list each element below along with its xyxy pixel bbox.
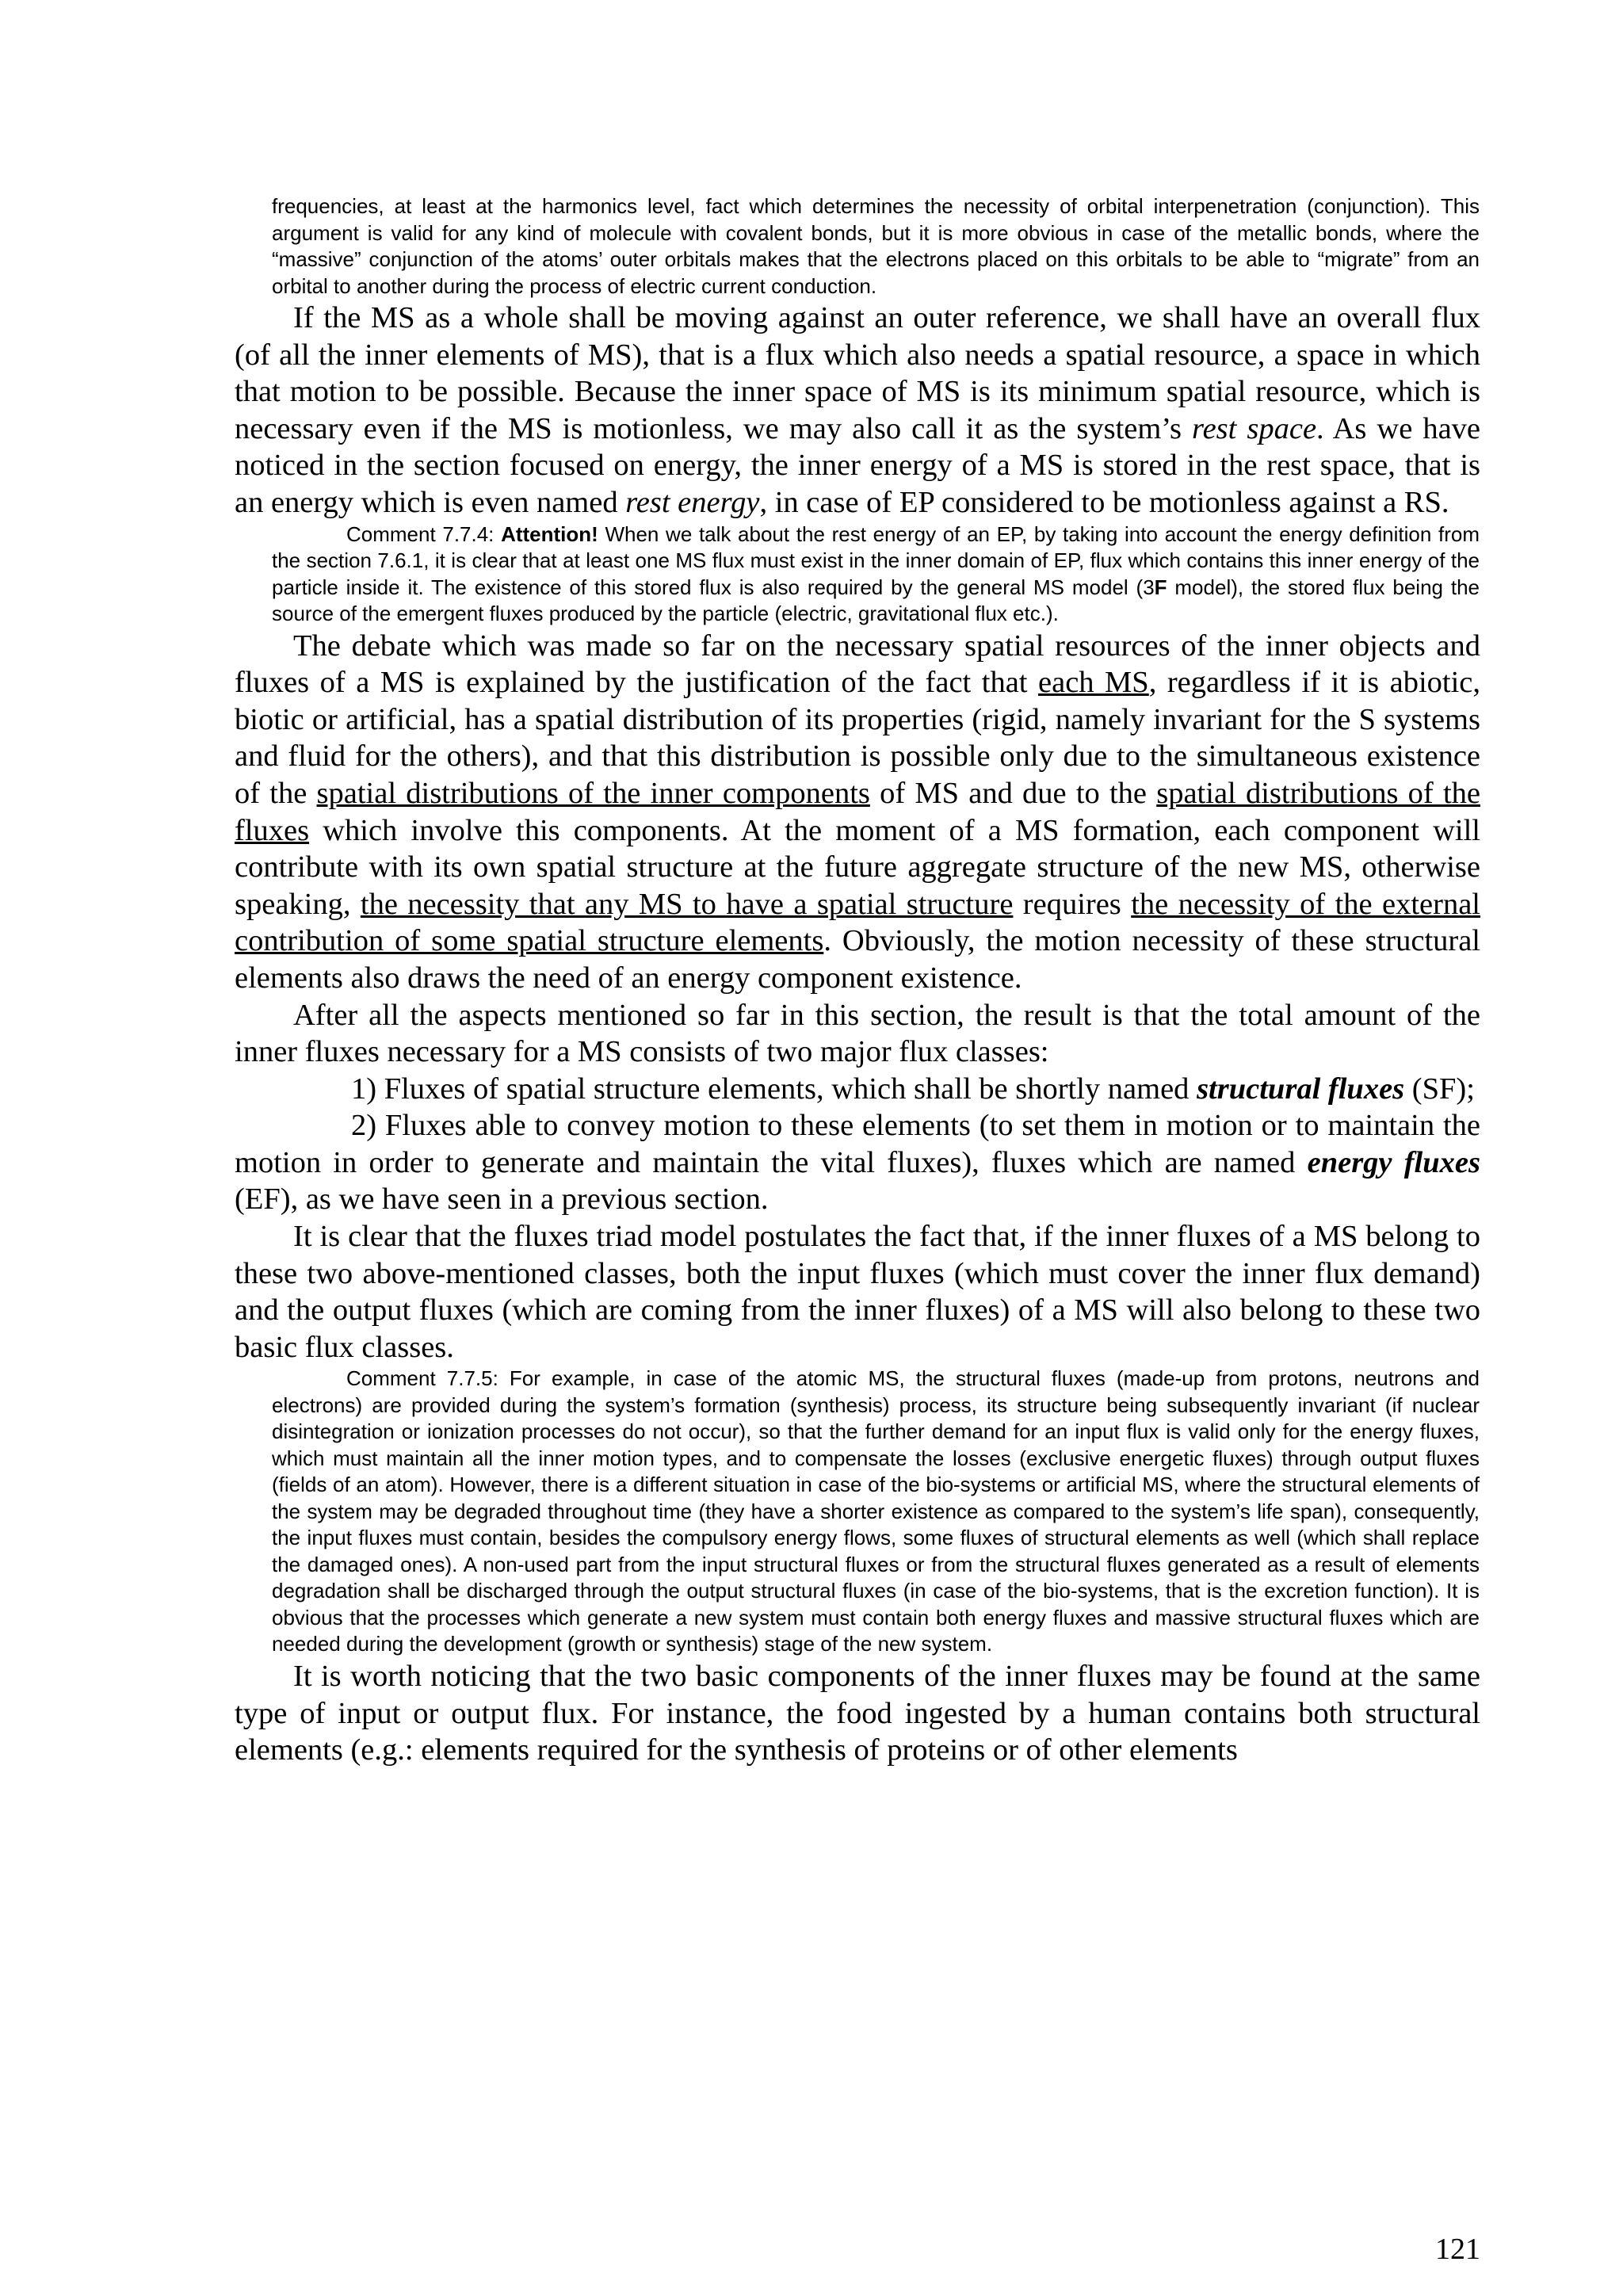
underline-spatial-structure-necessity: the necessity that any MS to have a spatial structure bbox=[360, 887, 1014, 921]
paragraph-rest-space: If the MS as a whole shall be moving against an outer reference, we shall have an overall flux (of all the inner elements of MS), that is a flux which also needs a spatial resource, a space in which that motion to be possible. Because the inner space of MS is its minimum spatial resource, which is necessary even if the MS is motionless, we may also call it as the system’s rest space. As we have noticed in the section focused on energy, the inner energy of a MS is stored in the rest space, that is an energy which is even named rest energy, in case of EP considered to be motionless against a RS. bbox=[235, 301, 1480, 519]
paragraph-triad-model: It is clear that the fluxes triad model postulates the fact that, if the inner fluxes of a MS belong to these two above-mentioned classes, both the input fluxes (which must cover the inner flux demand) and the output fluxes (which are coming from the inner fluxes) of a MS will also belong to these two basic flux classes. bbox=[235, 1220, 1480, 1364]
page-content bbox=[235, 193, 1480, 1769]
term-energy-fluxes: energy fluxes bbox=[1307, 1145, 1480, 1179]
comment-7-7-4: Comment 7.7.4: Attention! When we talk about the rest energy of an EP, by taking into account the energy definition from the section 7.6.1, it is clear that at least one MS flux must exist in the inner domain of EP, flux which contains this inner energy of the particle inside it. The existence of this stored flux is also required by the general MS model (3F model), the stored flux being the source of the emergent fluxes produced by the particle (electric, gravitational flux etc.). bbox=[272, 521, 1480, 626]
page-number: 121 bbox=[1435, 2233, 1480, 2266]
underline-inner-components: spatial distributions of the inner components bbox=[316, 776, 870, 810]
term-structural-fluxes: structural fluxes bbox=[1197, 1072, 1405, 1106]
comment-text: frequencies, at least at the harmonics level, fact which determines the necessity of orbital interpenetration (conjunction). This argument is valid for any kind of molecule with covalent bonds, but it is more obvious in case of the metallic bonds, where the “massive” conjunction of the atoms’ outer orbitals makes that the electrons placed on this orbitals to be able to “migrate” from an orbital to another during the process of electric current conduction. bbox=[272, 194, 1480, 298]
comment-continuation bbox=[272, 193, 1480, 300]
underline-each-ms: each MS bbox=[1038, 666, 1149, 700]
attention-label: Attention! bbox=[501, 521, 598, 546]
term-rest-space: rest space bbox=[1192, 411, 1317, 445]
paragraph-flux-classes: After all the aspects mentioned so far in this section, the result is that the total amount of the inner fluxes necessary for a MS consists of two major flux classes: bbox=[235, 998, 1480, 1069]
paragraph-food-example: It is worth noticing that the two basic components of the inner fluxes may be found at the same type of input or output flux. For instance, the food ingested by a human contains both structural elements (e.g.: elements required for the synthesis of proteins or of other elements bbox=[235, 1659, 1480, 1767]
model-f-letter: F bbox=[1154, 575, 1167, 599]
list-item-energy-fluxes: 2) Fluxes able to convey motion to these elements (to set them in motion or to maintain the motion in order to generate and maintain the vital fluxes), fluxes which are named energy fluxes (EF), as we have seen in a previous section. bbox=[235, 1109, 1480, 1217]
comment-7-7-5: Comment 7.7.5: For example, in case of the atomic MS, the structural fluxes (made-up from protons, neutrons and electrons) are provided during the system’s formation (synthesis) process, its structure being subsequently invariant (if nuclear disintegration or ionization processes do not occur), so that the further demand for an input flux is valid only for the energy fluxes, which must maintain all the inner motion types, and to compensate the losses (exclusive energetic fluxes) through output fluxes (fields of an atom). However, there is a different situation in case of the bio-systems or artificial MS, where the structural elements of the system may be degraded throughout time (they have a shorter existence as compared to the system’s life span), consequently, the input fluxes must contain, besides the compulsory energy flows, some fluxes of structural elements as well (which shall replace the damaged ones). A non-used part from the input structural fluxes or from the structural fluxes generated as a result of elements degradation shall be discharged through the output structural fluxes (in case of the bio-systems, that is the excretion function). It is obvious that the processes which generate a new system must contain both energy fluxes and massive structural fluxes which are needed during the development (growth or synthesis) stage of the new system. bbox=[272, 1366, 1480, 1656]
comment-label: Comment 7.7.4: bbox=[346, 521, 502, 546]
paragraph-spatial-resources: The debate which was made so far on the necessary spatial resources of the inner objects and fluxes of a MS is explained by the justification of the fact that each MS, regardless if it is abiotic, biotic or artificial, has a spatial distribution of its properties (rigid, namely invariant for the S systems and fluid for the others), and that this distribution is possible only due to the simultaneous existence of the spatial distributions of the inner components of MS and due to the spatial distributions of the fluxes which involve this components. At the moment of a MS formation, each component will contribute with its own spatial structure at the future aggregate structure of the new MS, otherwise speaking, the necessity that any MS to have a spatial structure requires the necessity of the external contribution of some spatial structure elements. Obviously, the motion necessity of these structural elements also draws the need of an energy component existence. bbox=[235, 628, 1480, 995]
term-rest-energy: rest energy bbox=[625, 485, 760, 519]
underline-fluxes-distribution: spatial distributions of the fluxes bbox=[235, 776, 1480, 847]
underline-external-contribution: the necessity of the external contribution of some spatial structure elements bbox=[235, 887, 1480, 958]
list-item-structural-fluxes: 1) Fluxes of spatial structure elements, which shall be shortly named structural fluxes (SF); bbox=[351, 1072, 1475, 1106]
